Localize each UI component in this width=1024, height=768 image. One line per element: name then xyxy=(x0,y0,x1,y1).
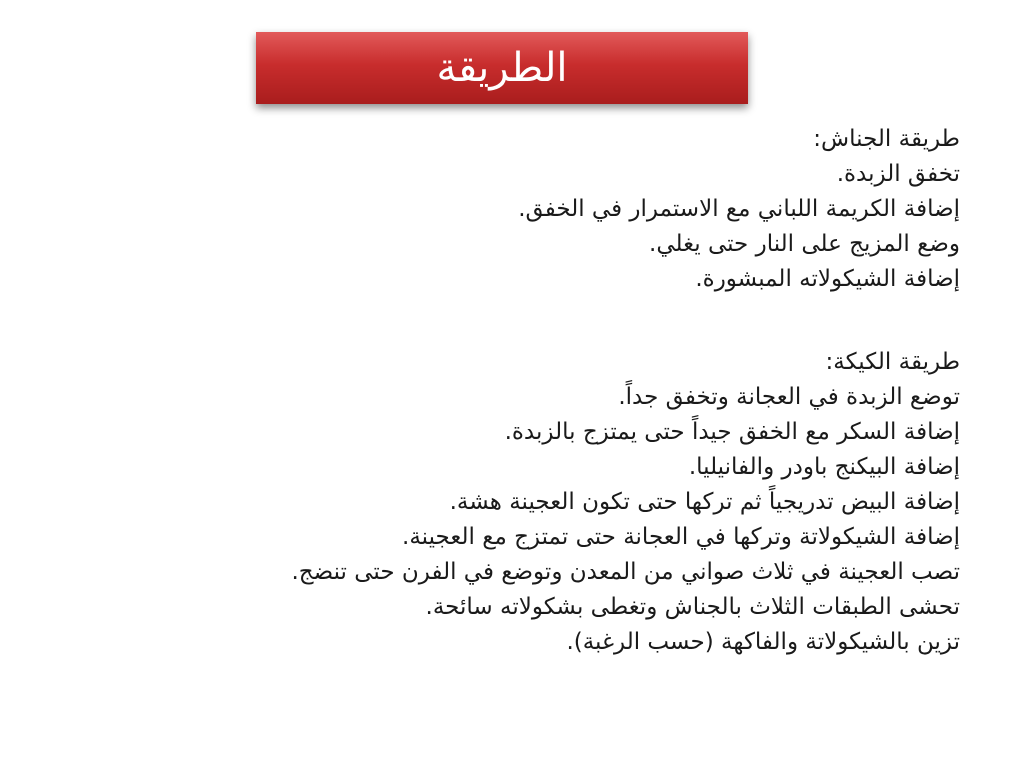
ganache-step: إضافة الكريمة اللباني مع الاستمرار في الخفق. xyxy=(518,196,960,222)
ganache-step: تخفق الزبدة. xyxy=(836,161,960,187)
ganache-step: إضافة الشيكولاته المبشورة. xyxy=(695,266,960,292)
ganache-heading: طريقة الجناش: xyxy=(813,126,960,152)
cake-step: تحشى الطبقات الثلاث بالجناش وتغطى بشكولاته سائحة. xyxy=(425,594,960,620)
cake-step: إضافة البيكنج باودر والفانيليا. xyxy=(688,454,960,480)
cake-step: تزين بالشيكولاتة والفاكهة (حسب الرغبة). xyxy=(566,629,960,655)
recipe-content xyxy=(60,122,960,660)
cake-step: إضافة السكر مع الخفق جيداً حتى يمتزج بالزبدة. xyxy=(504,419,960,445)
cake-heading: طريقة الكيكة: xyxy=(825,349,960,375)
cake-step: توضع الزبدة في العجانة وتخفق جداً. xyxy=(618,384,960,410)
cake-step: تصب العجينة في ثلاث صواني من المعدن وتوضع في الفرن حتى تنضج. xyxy=(291,559,960,585)
cake-step: إضافة الشيكولاتة وتركها في العجانة حتى تمتزج مع العجينة. xyxy=(402,524,960,550)
page-title: الطريقة xyxy=(436,45,568,91)
section-gap xyxy=(60,297,960,345)
title-banner xyxy=(256,32,748,104)
cake-step: إضافة البيض تدريجياً ثم تركها حتى تكون العجينة هشة. xyxy=(449,489,960,515)
ganache-step: وضع المزيج على النار حتى يغلي. xyxy=(649,231,960,257)
